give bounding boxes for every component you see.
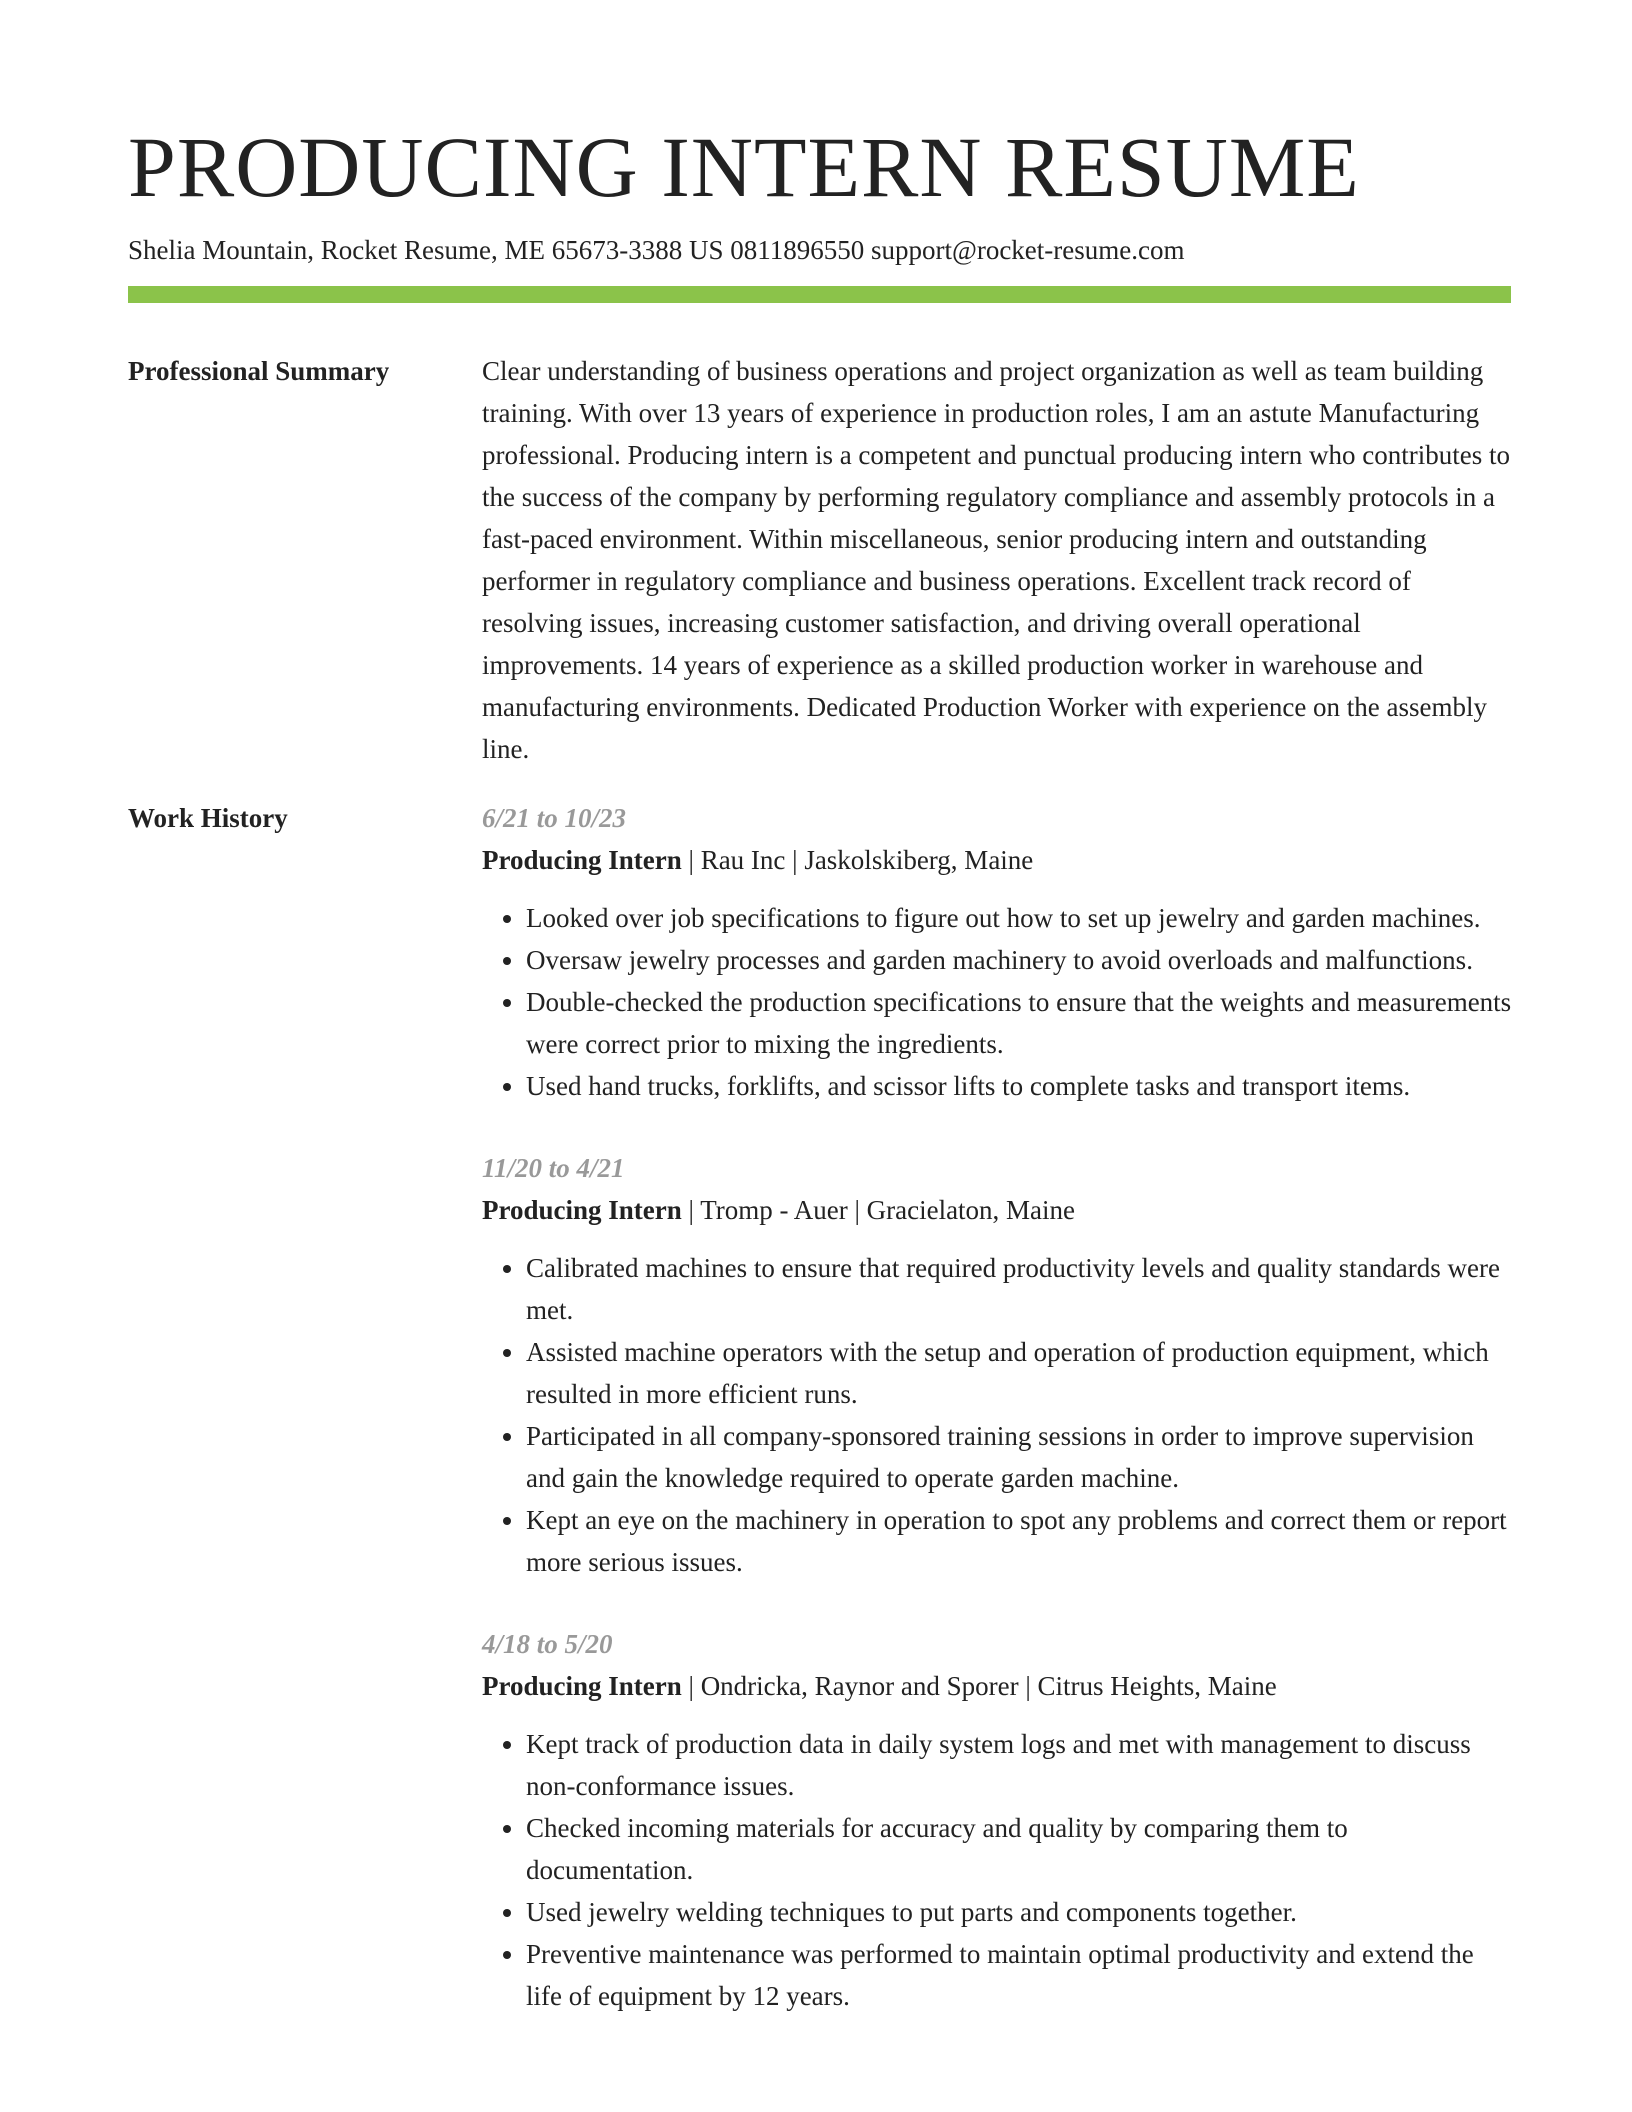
job-bullet: • Kept track of production data in daily system logs and met with management to discuss non-conformance issues. [526, 1723, 1512, 1807]
work-history-body [482, 797, 1512, 2057]
job-company: | Tromp - Auer [682, 1195, 848, 1225]
job-bullet: • Calibrated machines to ensure that required productivity levels and quality standards were met. [526, 1247, 1512, 1331]
contact-line [128, 232, 1185, 268]
contact-location: ME 65673-3388 US [504, 235, 724, 265]
job-dates: 11/20 to 4/21 [482, 1153, 625, 1183]
job-bullet: • Assisted machine operators with the setup and operation of production equipment, which resulted in more efficient runs. [526, 1331, 1512, 1415]
job-bullet-list [482, 897, 1512, 1107]
job-bullet-list [482, 1247, 1512, 1583]
job-bullet: • Oversaw jewelry processes and garden machinery to avoid overloads and malfunctions. [526, 939, 1512, 981]
job-bullet: • Used hand trucks, forklifts, and scissor lifts to complete tasks and transport items. [526, 1065, 1512, 1107]
job-company: | Ondricka, Raynor and Sporer [682, 1671, 1019, 1701]
job-bullet: • Checked incoming materials for accuracy and quality by comparing them to documentation. [526, 1807, 1512, 1891]
summary-heading: Professional Summary [128, 356, 390, 386]
job-title: Producing Intern [482, 1195, 682, 1225]
job-heading [482, 1189, 1512, 1231]
job-bullet-list [482, 1723, 1512, 2017]
job-bullet: • Double-checked the production specifications to ensure that the weights and measurements were correct prior to mixing the ingredients. [526, 981, 1512, 1065]
job-entry [482, 1147, 1512, 1583]
job-bullet: • Kept an eye on the machinery in operation to spot any problems and correct them or report more serious issues. [526, 1499, 1512, 1583]
job-company: | Rau Inc [682, 845, 786, 875]
job-location: | Citrus Heights, Maine [1019, 1671, 1277, 1701]
accent-divider [128, 286, 1511, 303]
job-bullet: • Preventive maintenance was performed to maintain optimal productivity and extend the life of equipment by 12 years. [526, 1933, 1512, 2017]
job-bullet: • Looked over job specifications to figure out how to set up jewelry and garden machines. [526, 897, 1512, 939]
job-dates: 4/18 to 5/20 [482, 1629, 613, 1659]
job-title: Producing Intern [482, 1671, 682, 1701]
job-location: | Gracielaton, Maine [848, 1195, 1075, 1225]
contact-name: Shelia Mountain, [128, 235, 314, 265]
job-bullet: • Participated in all company-sponsored training sessions in order to improve supervision and gain the knowledge required to operate garden machine. [526, 1415, 1512, 1499]
job-dates: 6/21 to 10/23 [482, 803, 627, 833]
job-heading [482, 839, 1512, 881]
contact-email: support@rocket-resume.com [870, 235, 1185, 265]
resume-title: PRODUCING INTERN RESUME [128, 119, 1360, 215]
summary-text: Clear understanding of business operations and project organization as well as team building training. With over 13 years of experience in production roles, I am an astute Manufacturing professional. Producing intern is a competent and punctual producing intern who contributes to the success of the company by performing regulatory compliance and assembly protocols in a fast-paced environment. Within miscellaneous, senior producing intern and outstanding performer in regulatory compliance and business operations. Excellent track record of resolving issues, increasing customer satisfaction, and driving overall operational improvements. 14 years of experience as a skilled production worker in warehouse and manufacturing environments. Dedicated Production Worker with experience on the assembly line. [482, 356, 1511, 764]
job-entry [482, 1623, 1512, 2017]
job-heading [482, 1665, 1512, 1707]
summary-body [482, 350, 1512, 770]
job-entry [482, 797, 1512, 1107]
job-location: | Jaskolskiberg, Maine [785, 845, 1033, 875]
contact-company: Rocket Resume, [320, 235, 498, 265]
job-title: Producing Intern [482, 845, 682, 875]
work-history-heading: Work History [128, 803, 288, 833]
contact-phone: 0811896550 [730, 235, 865, 265]
job-bullet: • Used jewelry welding techniques to put parts and components together. [526, 1891, 1512, 1933]
